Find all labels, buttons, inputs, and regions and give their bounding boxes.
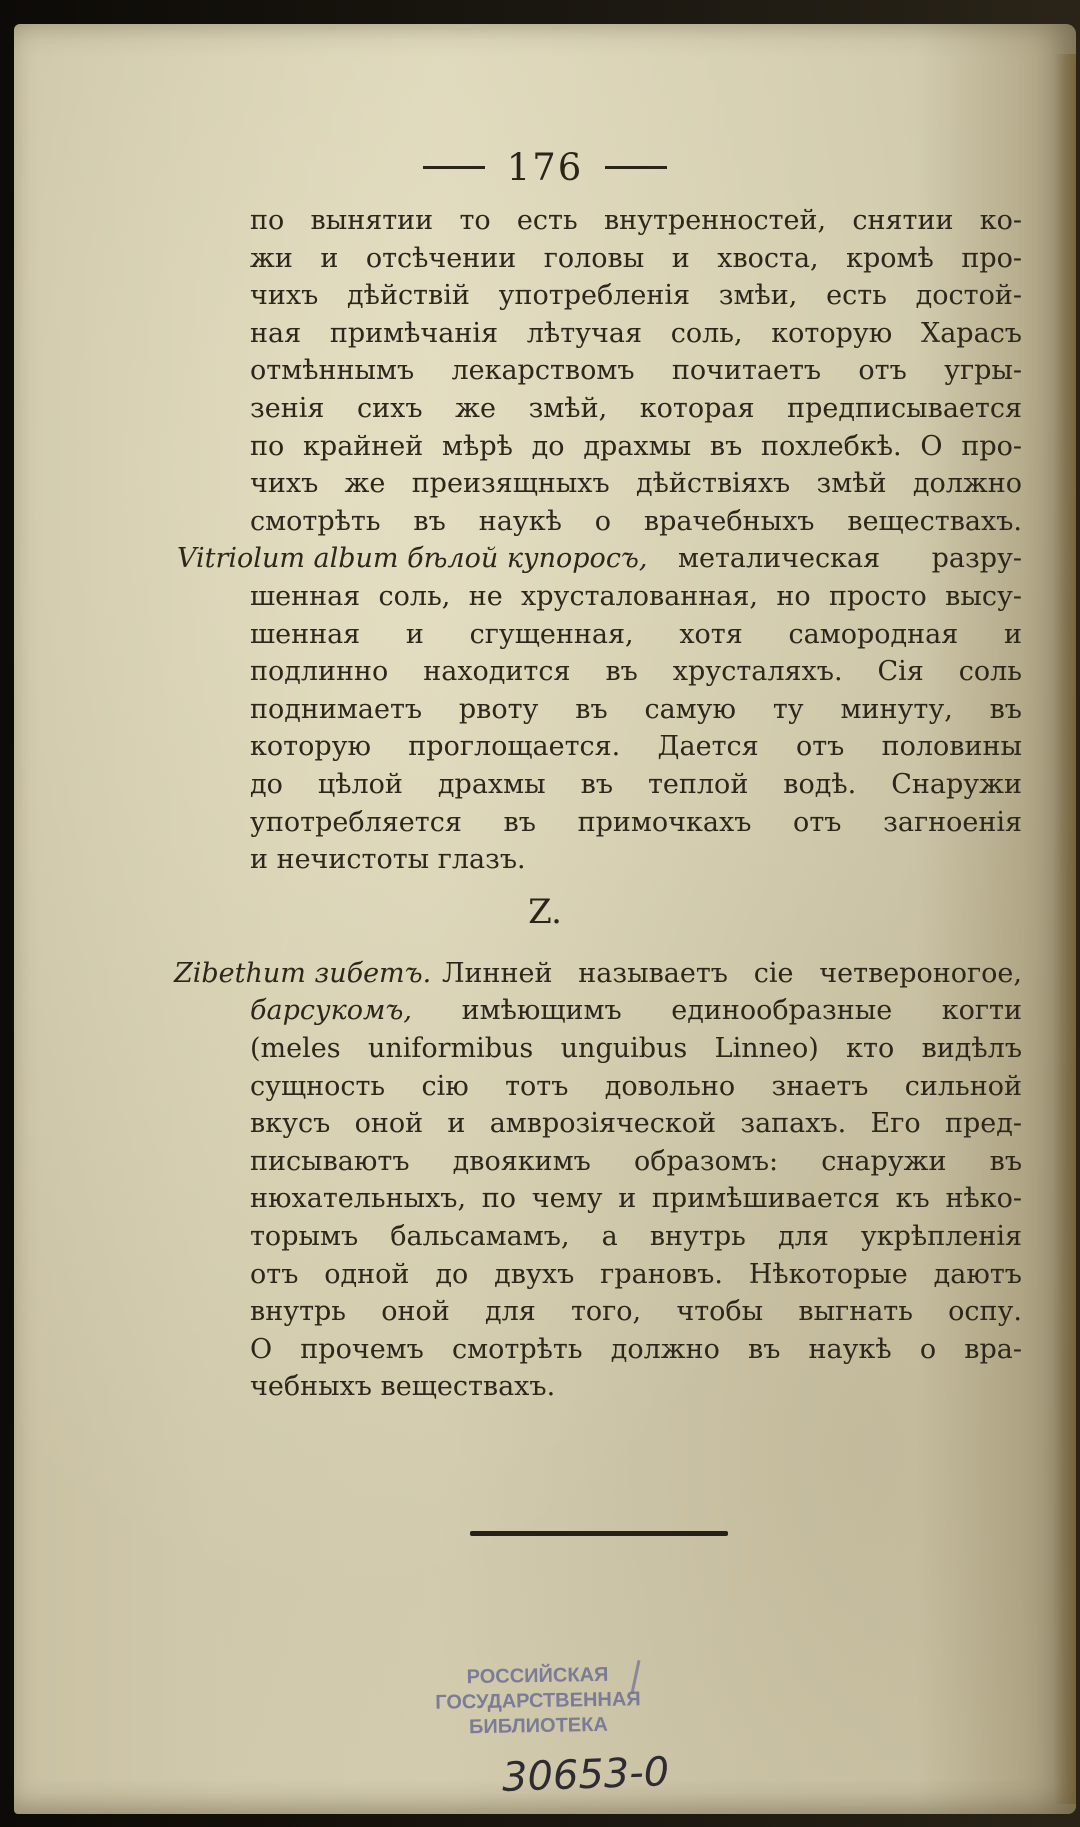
- text-line: употребляется въ примочкахъ отъ загноенія: [250, 806, 1022, 838]
- text-line: вкусъ оной и амврозіяческой запахъ. Его пред-: [250, 1108, 1022, 1140]
- text-line: чихъ дѣйствій употребленія змѣи, есть достой-: [250, 280, 1022, 312]
- text-line: по вынятии то есть внутренностей, снятии ко-: [250, 205, 1022, 236]
- text-line: подлинно находится въ хрусталяхъ. Сія соль: [250, 656, 1022, 688]
- text-line: Линней называетъ сіе четвероногое,: [442, 958, 1022, 989]
- text-line: металическая разру-: [678, 543, 1022, 574]
- entry-term-zibethum: [174, 958, 431, 989]
- text-line: поднимаетъ рвоту въ самую ту минуту, въ: [250, 693, 1022, 725]
- header-rule-left: [423, 166, 485, 169]
- entry-zibethum-line-2: [250, 992, 1022, 1030]
- text-line: которую проглощается. Дается отъ половины: [250, 731, 1022, 763]
- library-stamp: [417, 1662, 658, 1741]
- text-line: смотрѣть въ наукѣ о врачебныхъ веществахъ.: [250, 505, 1022, 537]
- text-line: нюхательныхъ, по чему и примѣшивается къ нѣко-: [250, 1183, 1022, 1215]
- entry-zibethum-first-line: [442, 955, 1022, 993]
- text-line: и нечистоты глазъ.: [250, 844, 526, 876]
- text-line: писываютъ двоякимъ образомъ: снаружи въ: [250, 1145, 1022, 1177]
- text-line: зенія сихъ же змѣй, которая предписывается: [250, 392, 1022, 424]
- text-line: отъ одной до двухъ грановъ. Нѣкоторые даютъ: [250, 1258, 1022, 1290]
- text-line: чебныхъ веществахъ.: [250, 1371, 556, 1403]
- text-line: до цѣлой драхмы въ теплой водѣ. Снаружи: [250, 768, 1022, 800]
- entry-vitriolum-body: [250, 578, 1022, 879]
- term-latin: Zibethum: [174, 958, 306, 989]
- entry-term-vitriolum: [177, 543, 648, 574]
- text-run: имѣющимъ единообразные когти: [461, 995, 1022, 1026]
- text-line: сущность сію тотъ довольно знаетъ сильной: [250, 1070, 1022, 1102]
- text-line: (meles uniformibus unguibus Linneo) кто видѣлъ: [250, 1033, 1022, 1064]
- section-heading: Z.: [528, 892, 562, 932]
- page-number: 176: [506, 145, 584, 189]
- header-rule-right: [605, 166, 667, 169]
- text-line: ная примѣчанія лѣтучая соль, которую Харасъ: [250, 317, 1022, 349]
- text-line: торымъ бальсамамъ, а внутрь для укрѣпленія: [250, 1220, 1022, 1252]
- handwritten-shelfmark: 30653-0: [501, 1749, 670, 1801]
- paragraph-continued: [250, 202, 1022, 540]
- stamp-line: БИБЛИОТЕКА: [468, 1713, 609, 1739]
- text-line: шенная соль, не хрусталованная, но просто высу-: [250, 581, 1022, 612]
- italic-word: барсукомъ,: [250, 995, 412, 1026]
- text-line: чихъ же преизящныхъ дѣйствіяхъ змѣй должно: [250, 468, 1022, 500]
- page-header: [14, 142, 1076, 192]
- entry-vitriolum-first-line: [678, 540, 1022, 578]
- text-line: отмѣннымъ лекарствомъ почитаетъ отъ угры-: [250, 355, 1022, 387]
- text-line: жи и отсѣчении головы и хвоста, кромѣ про-: [250, 242, 1022, 274]
- text-line: [250, 992, 1022, 1030]
- text-line: О прочемъ смотрѣть должно въ наукѣ о вра-: [250, 1333, 1022, 1365]
- stamp-line: РОССИЙСКАЯ: [466, 1663, 609, 1689]
- entry-zibethum-body: [250, 1030, 1022, 1406]
- text-line: шенная и сгущенная, хотя самородная и: [250, 618, 1022, 650]
- text-line: по крайней мѣрѣ до драхмы въ похлебкѣ. О про-: [250, 430, 1022, 462]
- stamp-line: ГОСУДАРСТВЕННАЯ: [435, 1688, 641, 1714]
- term-russian: бѣлой купоросъ,: [407, 543, 648, 574]
- term-russian: зибетъ.: [314, 958, 432, 989]
- text-line: внутрь оной для того, чтобы выгнать оспу.: [250, 1296, 1022, 1328]
- end-of-text-rule: [470, 1531, 728, 1536]
- book-page: [14, 24, 1076, 1814]
- term-latin: Vitriolum album: [177, 543, 399, 574]
